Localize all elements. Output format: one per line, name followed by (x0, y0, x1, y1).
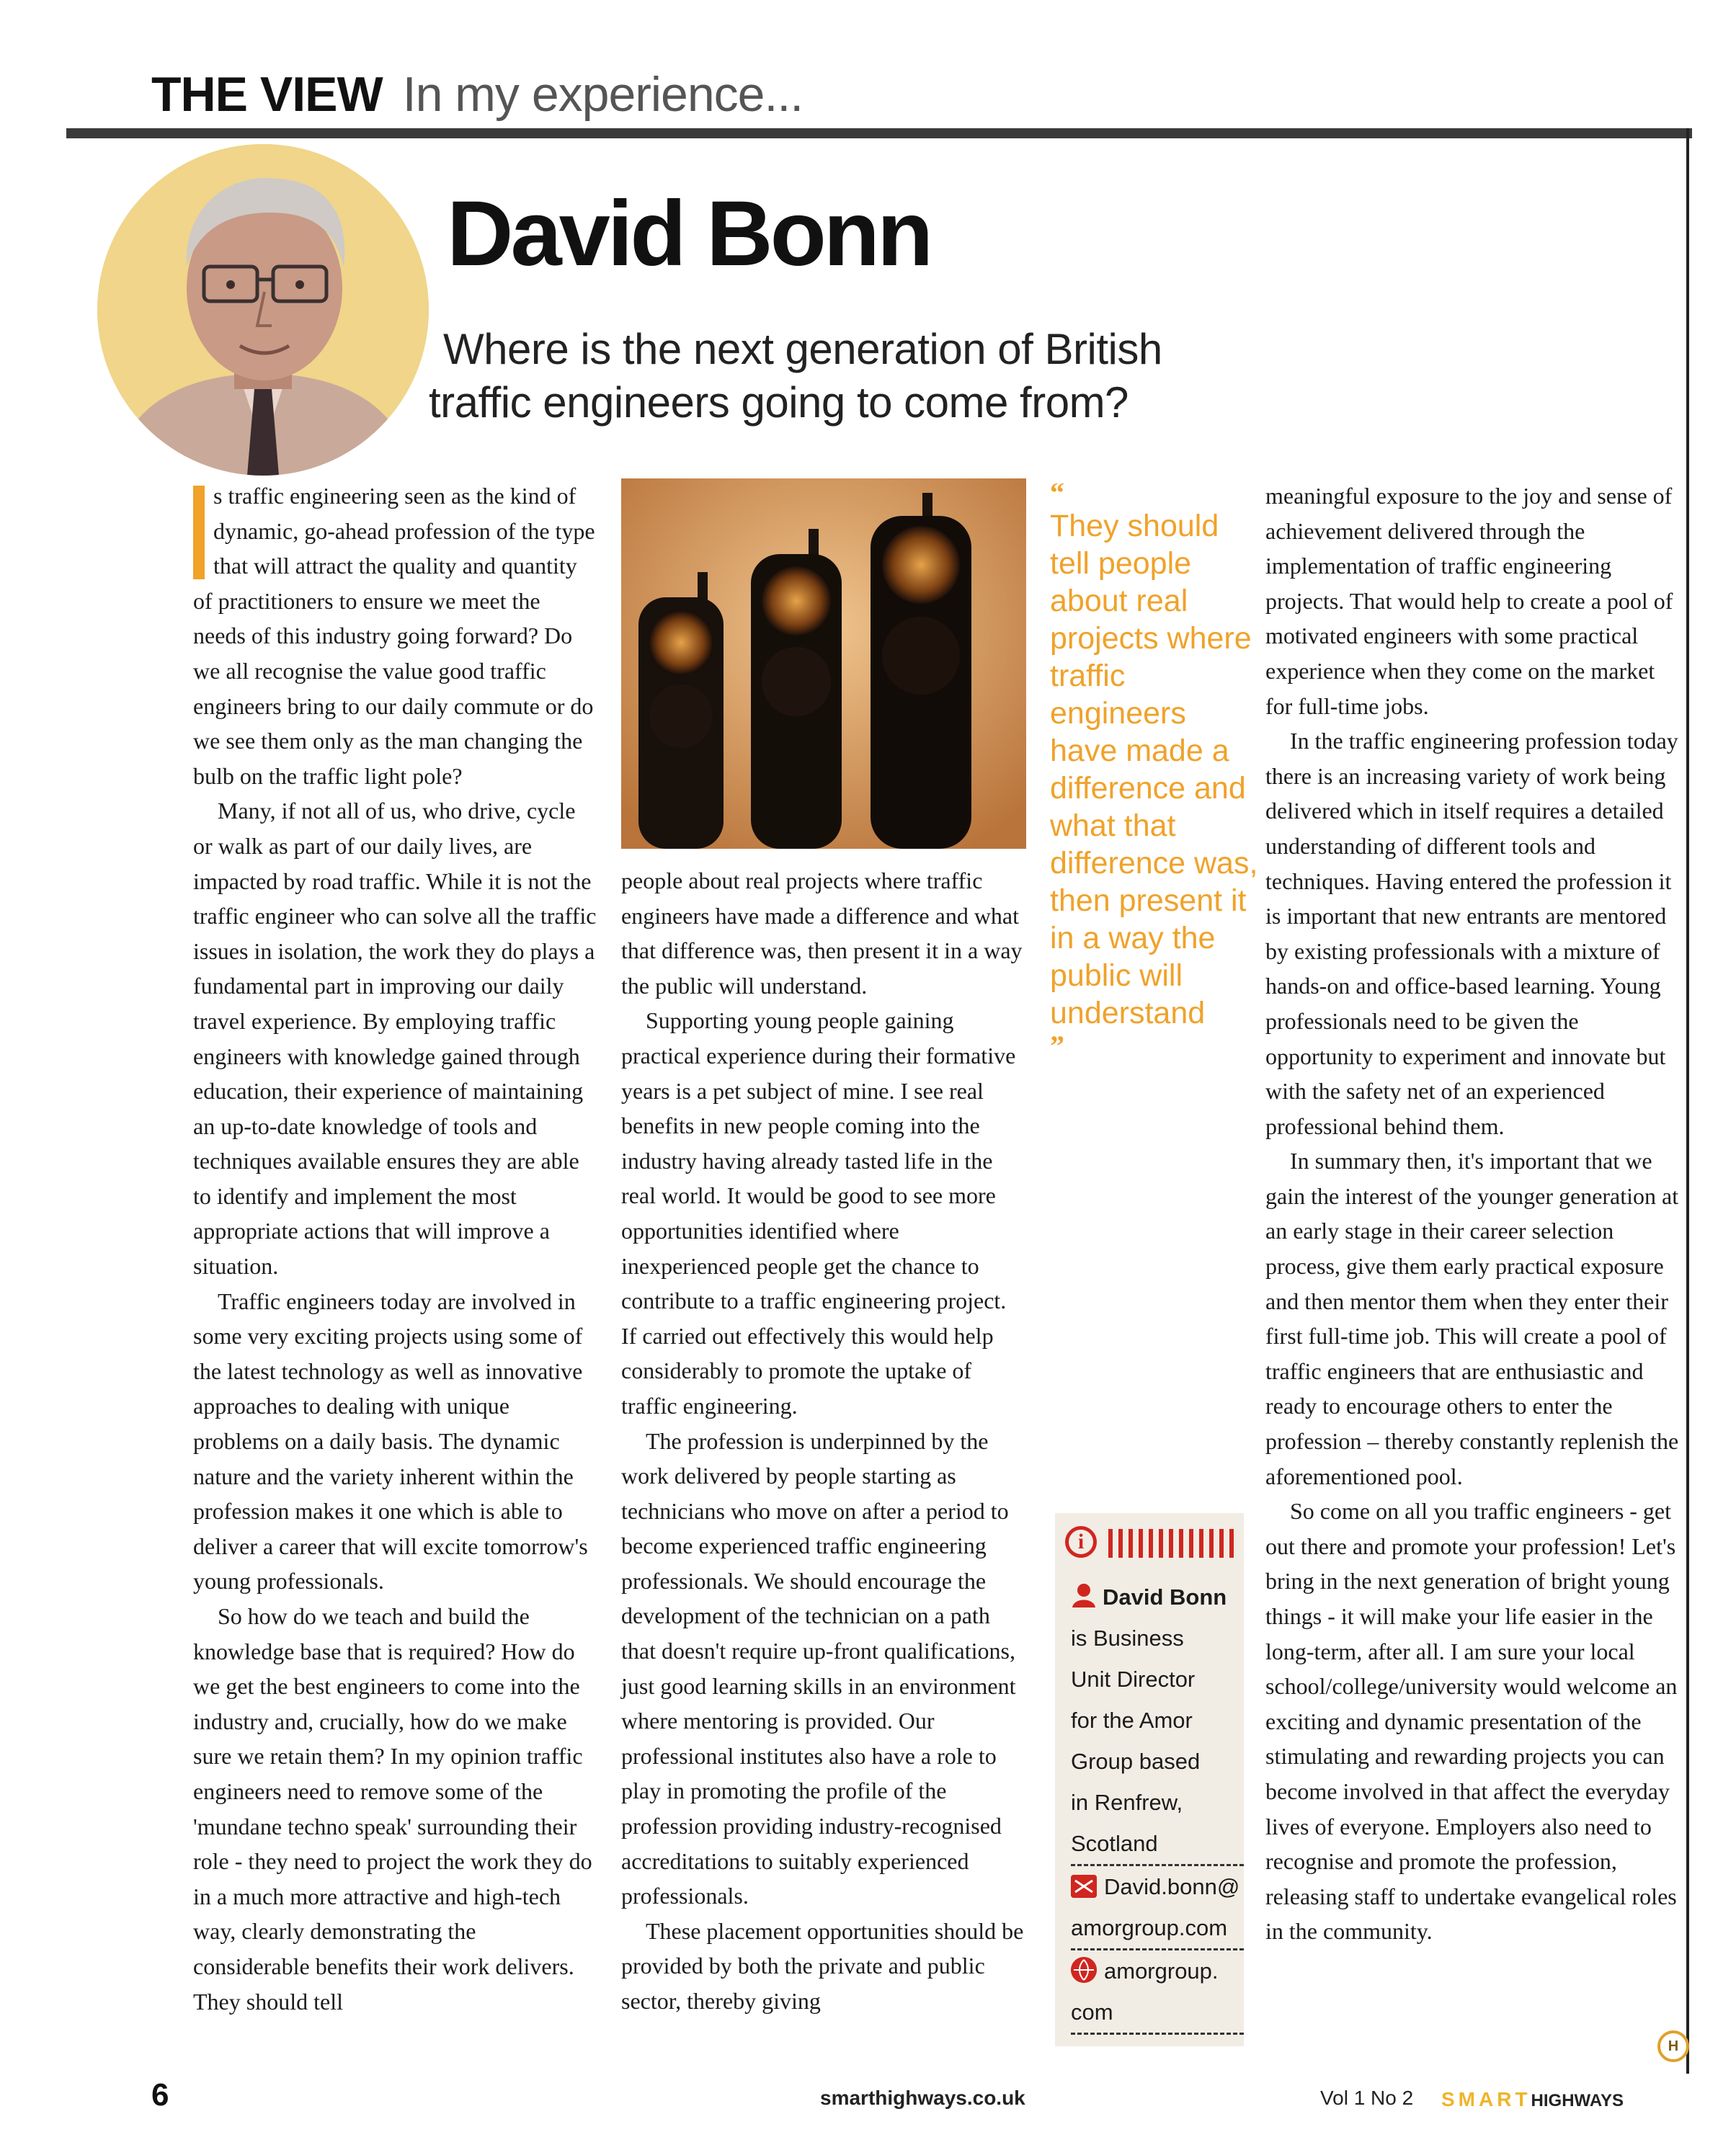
info-bio-line: Unit Director (1071, 1667, 1196, 1692)
page-number: 6 (151, 2077, 169, 2113)
section-label: THE VIEW (151, 67, 383, 122)
web-text-1[interactable]: amorgroup. (1104, 1958, 1219, 1984)
body-column-4 (1265, 478, 1683, 2049)
body-column-2 (621, 863, 1025, 2052)
info-icon: i (1065, 1526, 1097, 1558)
info-body (1071, 1577, 1244, 2035)
standfirst (429, 323, 1330, 431)
body-paragraph: In summary then, it's important that we gain the interest of the younger generation at an early stage in their career selection process, give them early practical exposure and then mentor them when they enter their first full-time job. This will create a pool of traffic engineers that are enthusiastic and ready to encourage others to enter the profession – thereby constantly replenish the aforementioned pool. (1265, 1148, 1679, 1489)
info-name-line (1071, 1577, 1244, 1618)
body-paragraph: The profession is underpinned by the work delivered by people starting as technicians who move on after a period to become experienced traffic engineering professionals. We should encourage the development of the technician on a path that doesn't require up-front qualifications, just good learning skills in an environment where mentoring is provided. Our professional institutes also have a role to play in promoting the profile of the profession providing industry-recognised accreditations to suitably experienced professionals. (621, 1427, 1016, 1909)
person-icon (1071, 1583, 1097, 1607)
info-bio-line: Group based (1071, 1749, 1201, 1774)
body-paragraph: So how do we teach and build the knowledge base that is required? How do we get the best engineers to come into the industry and, crucially, how do we make sure we retain them? In my opinion traffic engineers need to remove some of the 'mundane techno speak' surrounding their role - they need to project the work they do in a much more attractive and high-tech way, clearly demonstrating the considerable benefits their work delivers. They should tell (193, 1603, 592, 2015)
author-info-box (1055, 1513, 1244, 2046)
end-mark-icon: H (1657, 2030, 1689, 2062)
brand-smart: SMART (1441, 2088, 1531, 2110)
info-name: David Bonn (1103, 1584, 1227, 1610)
open-quote-mark: “ (1050, 476, 1064, 509)
dropcap-i (193, 486, 205, 579)
body-paragraph: people about real projects where traffic engineers have made a difference and what that difference was, then present it in a way the public will understand. (621, 868, 1023, 999)
traffic-lights-photo (621, 478, 1026, 849)
standfirst-line-2: traffic engineers going to come from? (429, 378, 1129, 427)
info-bio-line: in Renfrew, (1071, 1790, 1183, 1815)
web-icon (1071, 1957, 1097, 1983)
email-text-2[interactable]: amorgroup.com (1071, 1907, 1244, 1950)
email-line[interactable] (1071, 1866, 1244, 1907)
subsection-label: In my experience... (402, 67, 804, 122)
body-paragraph: Supporting young people gaining practical experience during their formative years is a pet subject of mine. I see real benefits in new people coming into the industry having already tasted life in the real world. It would be good to see more opportunities identified where inexperienced people get the chance to contribute to a traffic engineering project. If carried out effectively this would help considerably to promote the uptake of traffic engineering. (621, 1007, 1016, 1419)
body-paragraph: s traffic engineering seen as the kind of dynamic, go-ahead profession of the type that will attract the quality and quantity of practitioners to ensure we meet the needs of this industry going forward? Do we all recognise the value good traffic engineers bring to our daily commute or do we see them only as the man changing the bulb on the traffic light pole? (193, 483, 595, 789)
article-headline: David Bonn (447, 182, 931, 285)
info-stripes (1108, 1529, 1237, 1558)
traffic-lights-image (621, 478, 1026, 849)
footer-issue: Vol 1 No 2 (1320, 2087, 1414, 2109)
pull-quote (1050, 478, 1259, 1156)
footer-brand-logo (1441, 2084, 1679, 2115)
web-text-2[interactable]: com (1071, 1992, 1244, 2035)
footer-url[interactable]: smarthighways.co.uk (820, 2087, 1025, 2109)
info-bio-line: Scotland (1071, 1823, 1244, 1866)
web-line[interactable] (1071, 1950, 1244, 1992)
body-paragraph: Many, if not all of us, who drive, cycle or walk as part of our daily lives, are impacted by road traffic. While it is not the traffic engineer who can solve all the traffic issues in isolation, the work they do plays a fundamental part in improving our daily travel experience. By employing traffic engineers with knowledge gained through education, their experience of maintaining an up-to-date knowledge of tools and techniques available ensures they are able to identify and implement the most appropriate actions that will improve a situation. (193, 798, 597, 1280)
info-bio-line: is Business (1071, 1626, 1184, 1651)
pull-quote-text: They should tell people about real projects where traffic engineers have made a difference and what that difference was, then present it in a way the public will understand (1050, 509, 1258, 1030)
header-rule (66, 128, 1692, 138)
body-paragraph: So come on all you traffic engineers - get out there and promote your profession! Let's bring in the next generation of bright young things - it will make your life easier in the long-term, after all. I am sure your local school/college/university would welcome an exciting and dynamic presentation of the stimulating and rewarding projects you can become involved in that affect the everyday lives of everyone. Employers also need to recognise and promote the profession, releasing staff to undertake evangelical roles in the community. (1265, 1498, 1678, 1945)
close-quote-mark: ” (1050, 1030, 1064, 1062)
body-paragraph: meaningful exposure to the joy and sense of achievement delivered through the implementation of traffic engineering projects. That would help to create a pool of motivated engineers with some practical experience when they come on the market for full-time jobs. (1265, 483, 1673, 719)
info-bio-line: for the Amor (1071, 1708, 1193, 1733)
page-border (1686, 128, 1689, 2074)
body-paragraph: These placement opportunities should be provided by both the private and public sector, thereby giving (621, 1917, 1024, 2014)
section-title (151, 62, 1088, 127)
brand-highways: HIGHWAYS (1531, 2091, 1624, 2110)
standfirst-line-1: Where is the next generation of British (443, 325, 1162, 373)
body-column-1 (193, 478, 597, 2051)
body-paragraph: Traffic engineers today are involved in some very exciting projects using some of the latest technology as well as innovative approaches to dealing with unique problems on a daily basis. The dynamic nature and the variety inherent within the profession makes it one which is able to deliver a career that will excite tomorrow's young professionals. (193, 1288, 588, 1595)
body-paragraph: In the traffic engineering profession today there is an increasing variety of work being delivered which in itself requires a detailed understanding of different tools and techniques. Having entered the profession it is important that new entrants are mentored by existing professionals with a mixture of hands-on and office-based learning. Young professionals need to be given the opportunity to experiment and innovate but with the safety net of an experienced professional behind them. (1265, 728, 1678, 1139)
author-portrait (97, 144, 429, 476)
author-photo (97, 144, 429, 476)
info-header (1062, 1523, 1242, 1562)
email-text-1[interactable]: David.bonn@ (1104, 1874, 1240, 1899)
email-icon (1071, 1875, 1097, 1898)
